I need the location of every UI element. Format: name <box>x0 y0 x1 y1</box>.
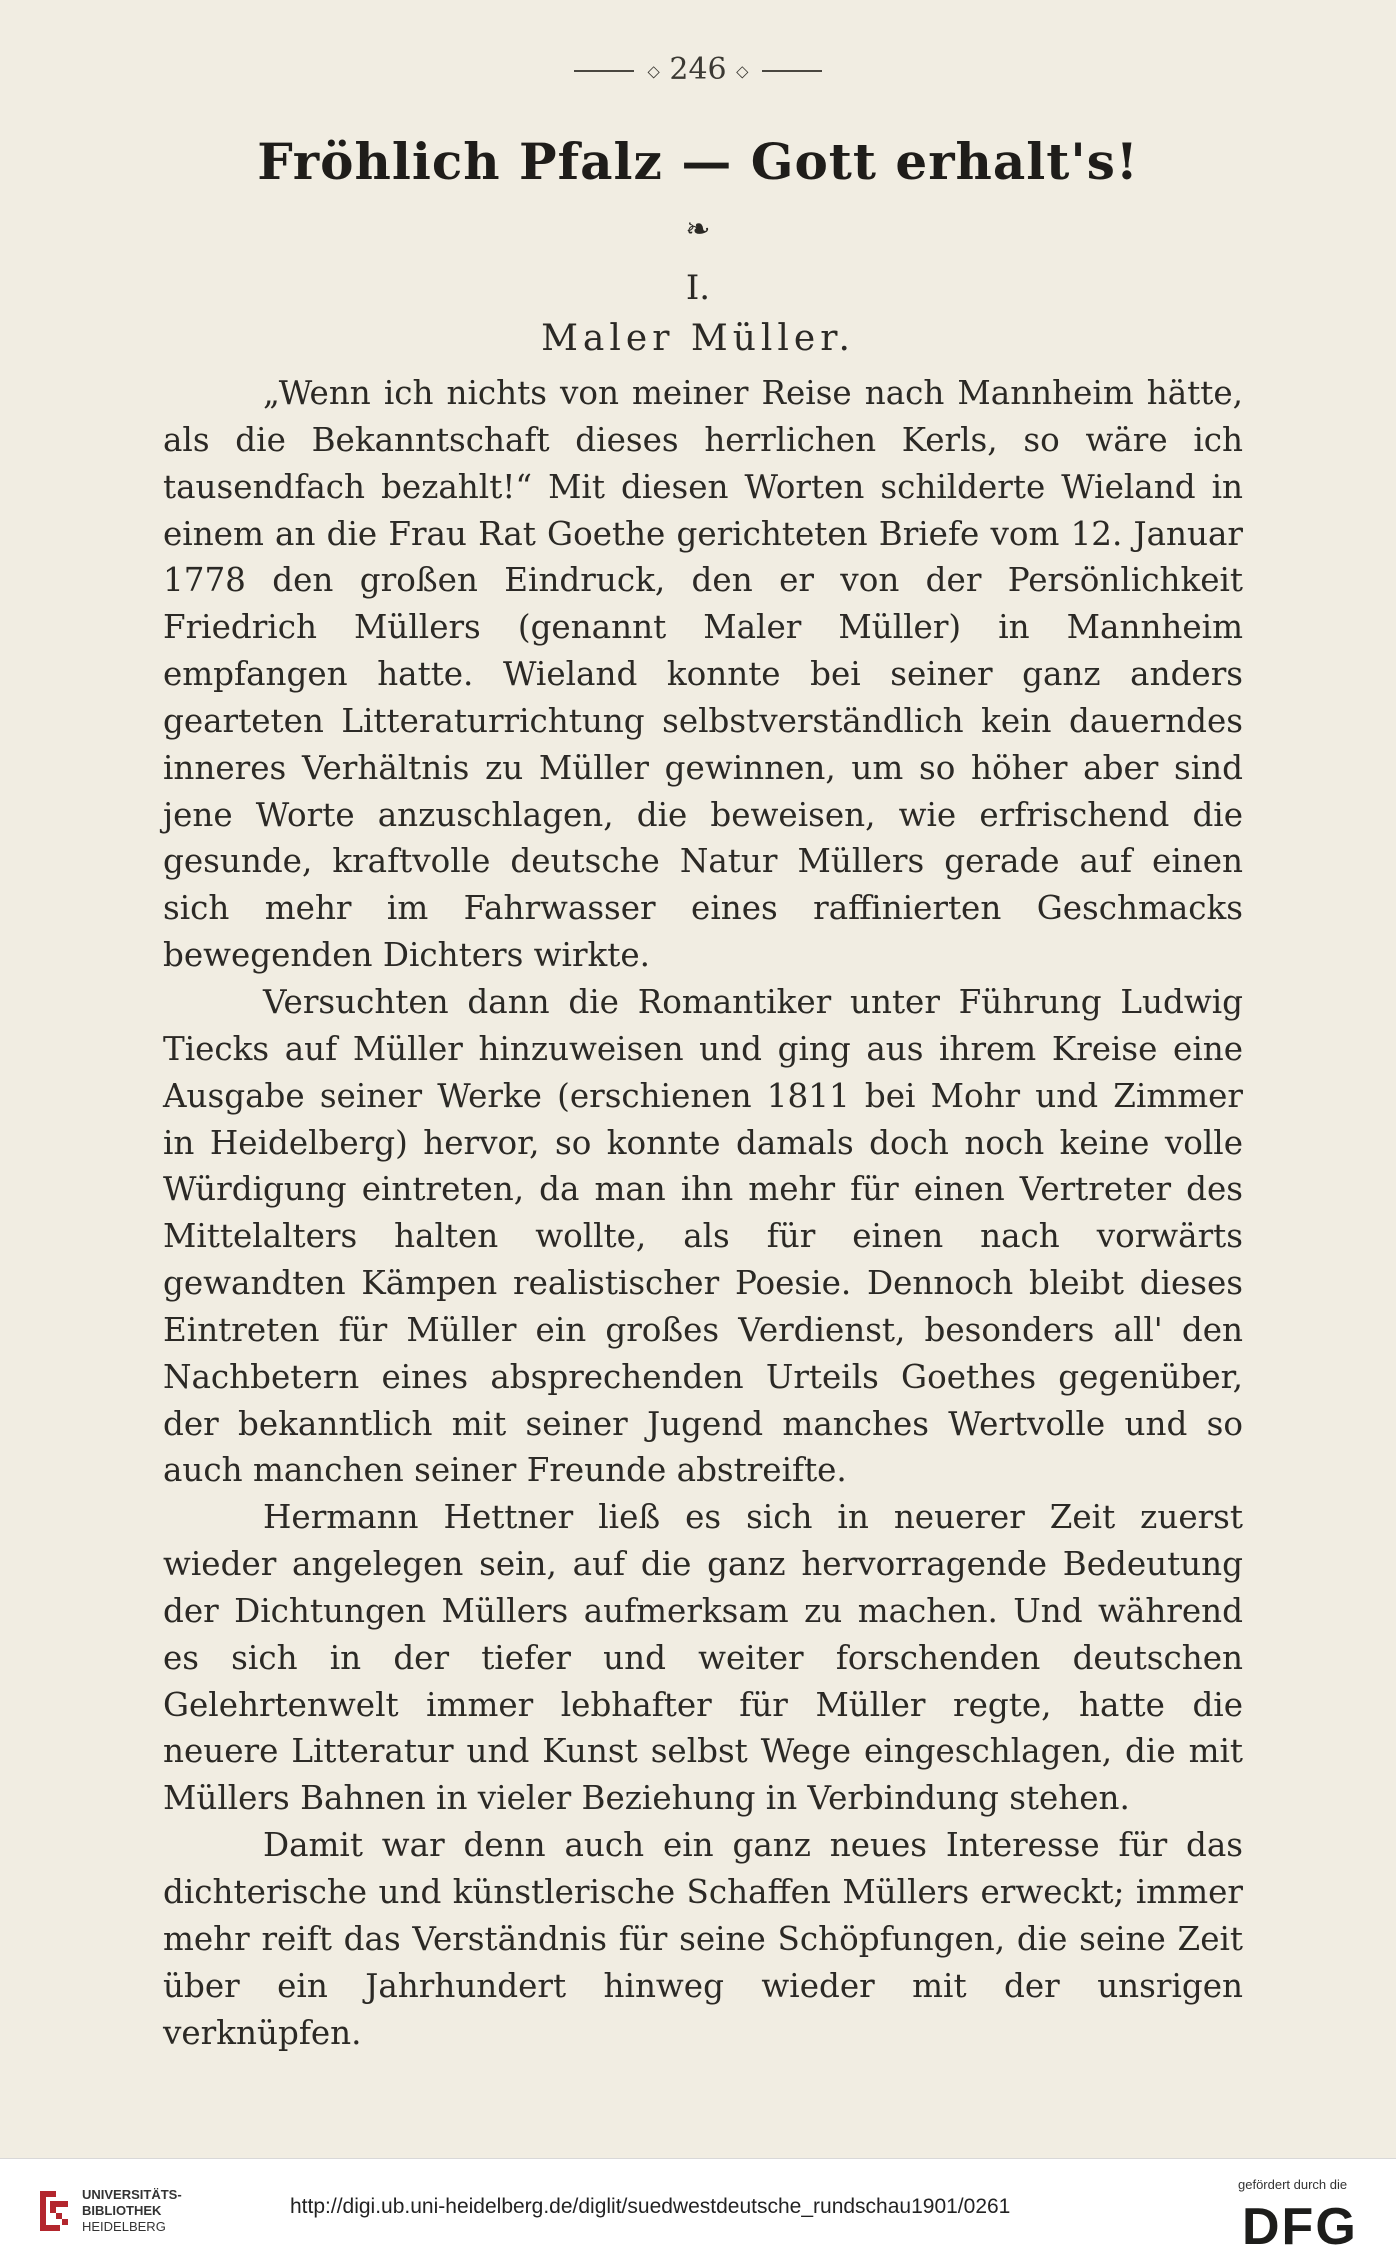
paragraph: „Wenn ich nichts von meiner Reise nach Mannheim hätte, als die Bekanntschaft dieses herrlichen Kerls, so wäre ich tausendfach bezahlt!“ Mit diesen Worten schilderte Wieland in einem an die Frau Rat Goethe gerichteten Briefe vom 12. Januar 1778 den großen Eindruck, den er von der Persönlichkeit Friedrich Müllers (genannt Maler Müller) in Mannheim empfangen hatte. Wieland konnte bei seiner ganz anders gearteten Litteraturrichtung selbstverständlich kein dauerndes inneres Verhältnis zu Müller gewinnen, um so höher aber sind jene Worte anzuschlagen, die beweisen, wie erfrischend die gesunde, kraftvolle deutsche Natur Müllers gerade auf einen sich mehr im Fahrwasser eines raffinierten Geschmacks bewegenden Dichters wirkte. <box>163 374 1243 975</box>
rule-right <box>762 70 822 72</box>
funding-caption: gefördert durch die <box>1238 2177 1348 2192</box>
body-text <box>163 370 1243 2056</box>
library-name <box>82 2187 182 2235</box>
library-name-line3: HEIDELBERG <box>82 2219 166 2234</box>
library-logo-icon <box>34 2187 74 2235</box>
paragraph: Versuchten dann die Romantiker unter Führung Ludwig Tiecks auf Müller hinzuweisen und ging aus ihrem Kreise eine Ausgabe seiner Werke (erschienen 1811 bei Mohr und Zimmer in Heidelberg) hervor, so konnte damals doch noch keine volle Würdigung eintreten, da man ihn mehr für einen Vertreter des Mittelalters halten wollte, als für einen nach vorwärts gewandten Kämpen realistischer Poesie. Dennoch bleibt dieses Eintreten für Müller ein großes Verdienst, besonders all' den Nachbetern eines absprechenden Urteils Goethes gegenüber, der bekanntlich mit seiner Jugend manches Wertvolle und so auch manchen seiner Freunde abstreifte. <box>163 982 1243 1490</box>
digitization-footer <box>0 2158 1396 2259</box>
diamond-ornament-left: ◇ <box>647 61 660 81</box>
paragraph: Hermann Hettner ließ es sich in neuerer Zeit zuerst wieder angelegen sein, auf die ganz hervorragende Bedeutung der Dichtungen Müllers aufmerksam zu machen. Und während es sich in der tiefer und weiter forschenden deutschen Gelehrtenwelt immer lebhafter für Müller regte, hatte die neuere Litteratur und Kunst selbst Wege eingeschlagen, die mit Müllers Bahnen in vieler Beziehung in Verbindung stehen. <box>163 1498 1243 1818</box>
dfg-logo: DFG <box>1242 2198 1358 2256</box>
rule-left <box>574 70 634 72</box>
fleuron-ornament: ❧ <box>685 212 711 247</box>
source-url-link[interactable]: http://digi.ub.uni-heidelberg.de/diglit/suedwestdeutsche_rundschau1901/0261 <box>290 2195 1011 2218</box>
library-name-line2: BIBLIOTHEK <box>82 2203 162 2218</box>
library-name-line1: UNIVERSITÄTS- <box>82 2187 182 2202</box>
page-number: 246 <box>669 52 727 87</box>
paragraph: Damit war denn auch ein ganz neues Interesse für das dichterische und künstlerische Schaffen Müllers erweckt; immer mehr reift das Verständnis für seine Schöpfungen, die seine Zeit über ein Jahrhundert hinweg wieder mit der unsrigen verknüpfen. <box>163 1826 1243 2052</box>
article-title: Fröhlich Pfalz — Gott erhalt's! <box>257 132 1139 191</box>
section-number: I. <box>685 268 711 308</box>
diamond-ornament-right: ◇ <box>736 61 749 81</box>
section-heading: Maler Müller. <box>541 318 855 359</box>
page-number-row <box>0 52 1396 87</box>
